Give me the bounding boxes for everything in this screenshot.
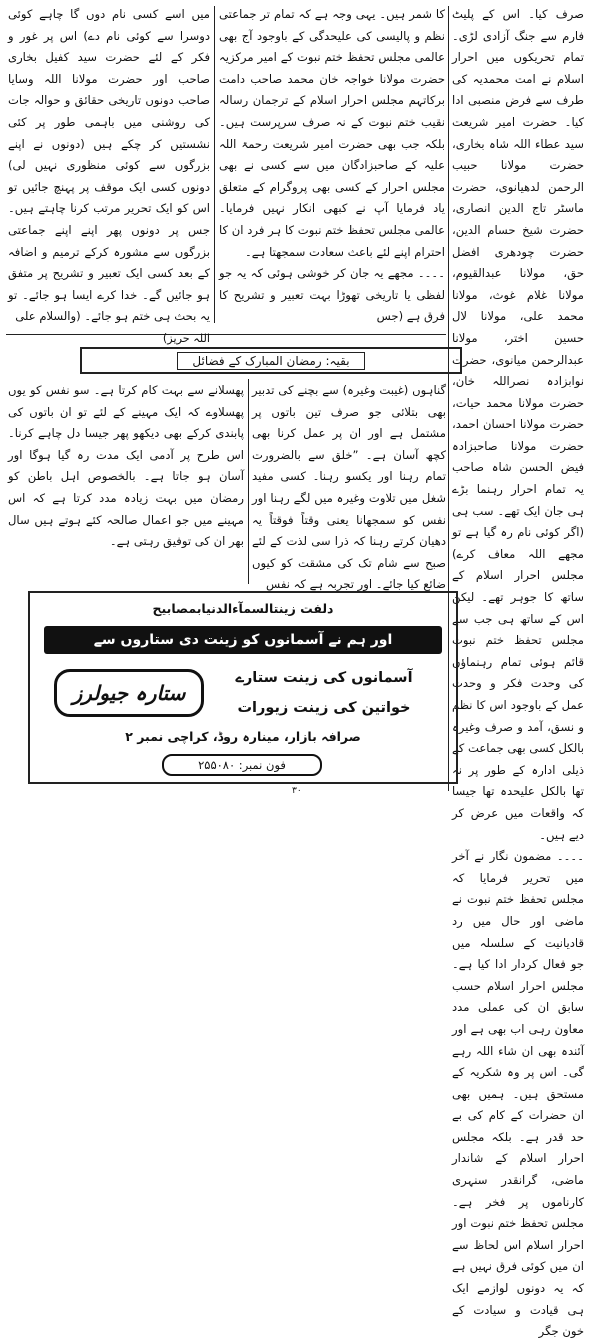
ad-slogan-line: خواتین کی زینت زیورات (237, 700, 411, 716)
article-column-middle-top (219, 4, 445, 324)
article-paragraph: صرف کیا۔ اس کے پلیٹ فارم سے جنگ آزادی لڑی۔ تمام تحریکوں میں احرار اسلام نے امت محمدیہ کی طرف سے فرض منصبی ادا کیا۔ حضرت امیر شریعت سید عطاء اللہ شاہ بخاری، حضرت مولانا حبیب الرحمن لدھیانوی، حضرت ماسٹر تاج الدین انصاری، حضرت شیخ حسام الدین، حضرت چودھری افضل حق، مولانا عبدالقیوم، مولانا غلام غوث، مولانا محمد علی، مولانا لال حسین اختر، مولانا عبدالرحمن میانوی، حضرت نوابزادہ نصراللہ خان، حضرت مولانا محمد حیات، حضرت مولانا احسان احمد، حضرت مولانا صاحبزادہ فیض الحسن شاہ صاحب یہ تمام احرار رہنما بڑے ہی جان ایک تھے۔ سب ہی (اگر کوئی نام رہ گیا ہے تو مجھے اللہ معاف کرے) مجلس احرار اسلام کے ساتھ کا جوہر تھے۔ لیکن اس کے ساتھ ہی جب سے مجلس تحفظ ختم نبوت قائم ہوئی تمام رہنماؤں کی وحدت فکر و وحدت عمل کے باوجود اس کا نظم و نسق، آمد و صرف وغیرہ بالکل کسی بھی جماعت کے ذیلی ادارہ کے طور پر نہ تھا بالکل علیحدہ تھا جیسا کہ واقعات میں عرض کر دیے ہیں۔ (452, 7, 584, 842)
newspaper-page (6, 4, 584, 1339)
article-paragraph: ۔۔۔۔ مضمون نگار نے آخر میں تحریر فرمایا کہ مجلس تحفظ ختم نبوت نے ماضی اور حال میں رد قادیانیت کے سلسلہ میں جو فعال کردار ادا کیا ہے۔ مجلس احرار اسلام حسب سابق ان کی عملی مدد معاون رہی اب بھی ہے اور آئندہ بھی ان شاء اللہ رہے گی۔ اس پر وہ شکریہ کے مستحق ہیں۔ ہمیں بھی ان حضرات کے کام کی بے حد قدر ہے۔ بلکہ مجلس احرار اسلام کے شاندار ماضی، گرانقدر سنہری کارناموں پر فخر ہے۔ مجلس تحفظ ختم نبوت اور احرار اسلام اس لحاظ سے ان میں کوئی فرق نہیں ہے کہ یہ دونوں لوازمے ایک ہی قیادت و سیادت کے خون جگر (452, 849, 584, 1339)
ad-logo (54, 669, 204, 717)
article-paragraph: گناہوں (غیبت وغیرہ) سے بچنے کی تدبیر بھی بتلائی جو صرف تین باتوں پر مشتمل ہے اور ان پر عمل کرنا بھی کچھ آسان ہے۔ ”خلق سے بالضرورت تمام رہنا اور یکسو رہنا۔ کسی مفید شغل میں تلاوت وغیرہ میں لگے رہنا اور نفس کو سمجھانا یعنی وقتاً فوقتاً یہ دھیان کرتے رہنا کہ ذرا سی لذت کے لئے صبح سے شام تک کی مشقت کو کیوں ضائع کیا جائے۔ اور تجربہ ہے کہ نفس (252, 383, 446, 592)
article-column-left-top (8, 4, 210, 345)
ad-slogans (214, 663, 434, 723)
article-paragraph: ۔۔۔۔ مجھے یہ جان کر خوشی ہوئی کہ یہ جو لفظی یا تاریخی تھوڑا بہت تعبیر و تشریح کا فرق ہے (جس (219, 266, 445, 324)
article-column-middle-bottom (252, 380, 446, 592)
article-column-right (452, 4, 584, 1339)
continuation-header-box (80, 347, 462, 374)
ad-tagline-banner: اور ہم نے آسمانوں کو زینت دی ستاروں سے (44, 626, 442, 654)
ad-quranic-verse: دلفت زینتالسمآءالدنیابمصابیح (152, 601, 334, 616)
ad-phone-number: ۲۵۵۰۸۰ (198, 758, 236, 772)
article-paragraph: میں اسے کسی نام دوں گا چاہے کوئی دوسرا سے کوئی نام دے) اس پر غور و فکر کے لئے حضرت سید کفیل بخاری صاحب اور حضرت مولانا اللہ وسایا صاحب دونوں تاریخی حقائق و حوالہ جات کی روشنی میں باہمی طور پر کئی نشستیں کر چکے ہیں (دونوں نے اپنے بزرگوں سے کوئی منظوری نہیں لی) دونوں کسی ایک موقف پر پہنچ جائیں تو اس کو ایک تحریر مرتب کرنا چاہتے ہیں۔ جس پر دونوں پھر اپنے اپنے جماعتی بزرگوں سے مشورہ کرکے ترمیم و اضافہ کے بعد کسی ایک تعبیر و تشریح پر متفق ہو جائیں گے۔ خدا کرے ایسا ہو جائے۔ تو یہ بحث ہی ختم ہو جائے۔ (والسلام علی (8, 7, 210, 324)
article-paragraph: پھسلانے سے بہت کام کرتا ہے۔ سو نفس کو یوں پھسلاوے کہ ایک مہینے کے لئے تو ان باتوں کی پابندی کرکے بھی دیکھو پھر جیسا دل چاہے کرنا۔ اس طرح پر آدمی ایک مدت رہ گیا ہوگا اور آسان ہو جاتا ہے۔ بالخصوص اہل باطن کو رمضان میں بہت زیادہ مدد کرتا ہے کہ اس مہینے میں جو اعمال صالحہ کئے ہوتے ہیں سال بھر ان کی توفیق رہتی ہے۔ (8, 383, 244, 549)
article-paragraph: کا شمر ہیں۔ یہی وجہ ہے کہ تمام تر جماعتی نظم و پالیسی کی علیحدگی کے باوجود آج بھی عالمی مجلس تحفظ ختم نبوت کے امیر مرکزیہ حضرت مولانا خواجہ خان محمد صاحب دامت برکاتہم مجلس احرار اسلام کے ترجمان رسالہ نقیب ختم نبوت کے نہ صرف سرپرست ہیں۔ بلکہ جب بھی حضرت امیر شریعت رحمۃ اللہ علیہ کے صاحبزادگان میں سے کسی نے بھی مجلس احرار کے کسی بھی پروگرام کے متعلق یاد فرمایا آپ نے کبھی انکار نہیں فرمایا۔ عالمی مجلس تحفظ ختم نبوت کا ہر فرد ان کا احترام اپنے لئے باعث سعادت سمجھتا ہے۔ (219, 7, 445, 259)
continuation-header-title: بقیہ: رمضان المبارک کے فضائل (177, 352, 364, 370)
ad-phone-box: فون نمبر: ۲۵۵۰۸۰ (162, 754, 322, 776)
ad-logo-text: ستارہ جیولرز (72, 681, 186, 705)
article-column-left-bottom (8, 380, 244, 588)
jewellers-advertisement (28, 591, 458, 784)
article-signoff: اللہ حریز) (162, 331, 210, 345)
page-number: ۳۰ (292, 786, 302, 796)
column-divider-bottom-middle (248, 379, 249, 584)
ad-address: صرافہ بازار، مینارہ روڈ، کراچی نمبر ۲ (125, 729, 361, 744)
ad-slogan-line: آسمانوں کی زینت ستارے (235, 670, 413, 686)
ad-phone-label: فون نمبر (242, 758, 286, 772)
column-divider-top-middle (214, 6, 215, 323)
